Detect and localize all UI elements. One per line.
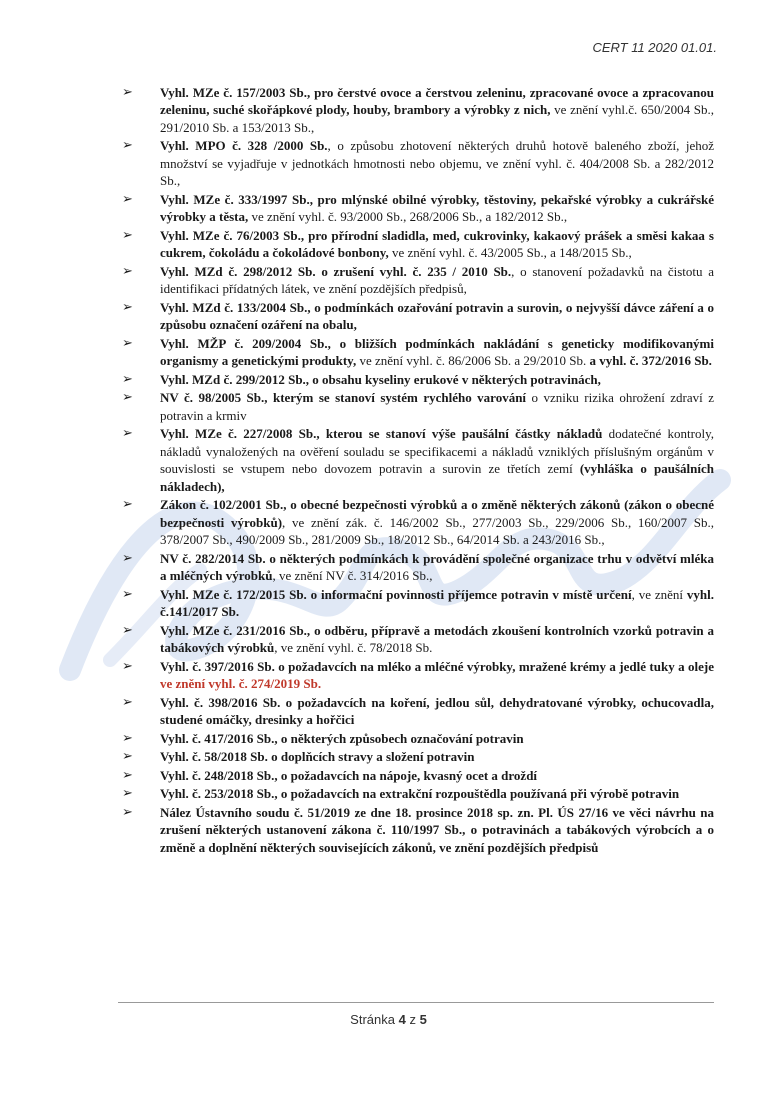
arrow-bullet-icon: ➢ xyxy=(122,749,133,765)
list-item xyxy=(118,748,714,765)
item-title: Vyhl. č. 397/2016 Sb. o požadavcích na mléko a mléčné výrobky, mražené krémy a jedlé tuky a oleje xyxy=(160,658,714,674)
item-title: Nález Ústavního soudu č. 51/2019 ze dne 18. prosince 2018 sp. zn. Pl. ÚS 27/16 ve věci návrhu na zrušení některých ustanovení zákona č. 110/1997 Sb., o potravinách a tabákových výrobcích a o změně a doplnění některých souvisejících zákonů, ve znění pozdějších předpisů xyxy=(160,805,714,855)
item-text: , ve znění xyxy=(631,586,687,602)
item-title: Vyhl. č. 58/2018 Sb. o doplňcích stravy a složení potravin xyxy=(160,749,475,765)
arrow-bullet-icon: ➢ xyxy=(122,85,133,100)
list-item xyxy=(118,496,714,548)
arrow-bullet-icon: ➢ xyxy=(122,371,133,387)
item-title: Vyhl. MZe č. 227/2008 Sb., kterou se stanoví výše paušální částky nákladů xyxy=(160,426,603,442)
list-item xyxy=(118,84,714,136)
item-text: , o způsobu zhotovení některých druhů hotově baleného zboží, jehož množství se vyjadřuje v jednotkách hmotnosti nebo objemu, ve znění vyhl. č. 404/2008 Sb. a 282/2012 Sb., xyxy=(160,138,714,189)
item-text: dodatečné kontroly, nákladů vynaložených na ověření souladu se specifikacemi a nákladů vzniklých příslušným orgánům v souvislosti se vstupem nebo dovozem potravin a surovin ze třetích zemí xyxy=(160,426,714,477)
arrow-bullet-icon: ➢ xyxy=(122,299,133,315)
item-text: , ve znění zák. č. 146/2002 Sb., 277/2003 Sb., 229/2006 Sb., 160/2007 Sb., 378/2007 Sb., 490/2009 Sb., 281/2009 Sb., 18/2012 Sb., 64/2014 Sb. a 243/2016 Sb., xyxy=(160,514,714,548)
list-item xyxy=(118,622,714,657)
item-title: Vyhl. č. 248/2018 Sb., o požadavcích na nápoje, kvasný ocet a droždí xyxy=(160,767,538,783)
arrow-bullet-icon: ➢ xyxy=(122,622,133,638)
item-title: Zákon č. 102/2001 Sb., o obecné bezpečnosti výrobků a o změně některých zákonů (zákon o obecné bezpečnosti výrobků) xyxy=(160,497,714,530)
arrow-bullet-icon: ➢ xyxy=(122,767,133,783)
arrow-bullet-icon: ➢ xyxy=(122,138,133,154)
item-title: NV č. 98/2005 Sb., kterým se stanoví systém rychlého varování xyxy=(160,390,527,406)
arrow-bullet-icon: ➢ xyxy=(122,805,133,820)
item-title: Vyhl. MZe č. 172/2015 Sb. o informační povinnosti příjemce potravin v místě určení xyxy=(160,586,632,602)
footer-divider xyxy=(118,1002,714,1003)
list-item xyxy=(118,137,714,189)
arrow-bullet-icon: ➢ xyxy=(122,227,133,243)
list-item xyxy=(118,767,714,784)
arrow-bullet-icon: ➢ xyxy=(122,658,133,674)
list-item xyxy=(118,694,714,729)
item-title-extra: (vyhláška o paušálních nákladech), xyxy=(160,461,714,494)
item-title: Vyhl. MZe č. 231/2016 Sb., o odběru, přípravě a metodách zkoušení kontrolních vzorků potravin a tabákových výrobků xyxy=(160,622,714,656)
page-footer xyxy=(0,1012,777,1027)
arrow-bullet-icon: ➢ xyxy=(122,786,133,802)
list-item xyxy=(118,263,714,298)
item-title: Vyhl. MZe č. 333/1997 Sb., pro mlýnské obilné výrobky, těstoviny, pekařské výrobky a cukrářské výrobky a těsta, xyxy=(160,191,714,225)
page-of: z xyxy=(409,1012,416,1027)
page-number: 4 xyxy=(398,1012,406,1027)
arrow-bullet-icon: ➢ xyxy=(122,390,133,406)
item-text: , ve znění vyhl. č. 78/2018 Sb. xyxy=(274,640,433,656)
arrow-bullet-icon: ➢ xyxy=(122,497,133,513)
item-title: Vyhl. MZd č. 133/2004 Sb., o podmínkách ozařování potravin a surovin, o nejvyšší dávce záření a o způsobu označení ozáření na obalu, xyxy=(160,299,714,333)
item-text: , o stanovení požadavků na čistotu a identifikaci přídatných látek, ve znění pozdějších předpisů, xyxy=(160,263,714,297)
list-item xyxy=(118,550,714,585)
item-text: ve znění vyhl. č. 43/2005 Sb., a 148/2015 Sb., xyxy=(388,245,632,261)
list-item xyxy=(118,299,714,334)
item-title: Vyhl. MPO č. 328 /2000 Sb. xyxy=(160,138,328,154)
item-text: ve znění vyhl. č. 93/2000 Sb., 268/2006 Sb., a 182/2012 Sb., xyxy=(248,209,568,225)
item-text: ve znění vyhl.č. 650/2004 Sb., 291/2010 Sb. a 153/2013 Sb., xyxy=(160,102,714,135)
item-title: Vyhl. č. 417/2016 Sb., o některých způsobech označování potravin xyxy=(160,730,524,746)
item-title: Vyhl. MZe č. 76/2003 Sb., pro přírodní sladidla, med, cukrovinky, kakaový prášek a směsi kakaa s cukrem, čokoládu a čokoládové bonbony, xyxy=(160,227,714,261)
item-text: , ve znění NV č. 314/2016 Sb., xyxy=(272,568,433,584)
list-item xyxy=(118,335,714,370)
list-item xyxy=(118,804,714,856)
item-amendment: ve znění vyhl. č. 274/2019 Sb. xyxy=(160,676,322,692)
item-text: o vzniku rizika ohrožení zdraví z potravin a krmiv xyxy=(160,390,714,423)
list-item xyxy=(118,389,714,424)
item-title: Vyhl. MZd č. 298/2012 Sb. o zrušení vyhl. č. 235 / 2010 Sb. xyxy=(160,263,512,279)
legislation-list xyxy=(118,84,714,857)
item-title: Vyhl. MZe č. 157/2003 Sb., pro čerstvé ovoce a čerstvou zeleninu, zpracované ovoce a zpracovanou zeleninu, suché skořápkové plody, houby, brambory a výrobky z nich, xyxy=(160,85,714,118)
arrow-bullet-icon: ➢ xyxy=(122,263,133,279)
list-item xyxy=(118,730,714,747)
arrow-bullet-icon: ➢ xyxy=(122,191,133,207)
page-label: Stránka xyxy=(350,1012,395,1027)
item-title: Vyhl. MŽP č. 209/2004 Sb., o bližších podmínkách nakládání s geneticky modifikovanými organismy a genetickými produkty, xyxy=(160,335,714,369)
item-title: Vyhl. č. 253/2018 Sb., o požadavcích na extrakční rozpouštědla používaná při výrobě potravin xyxy=(160,786,680,802)
arrow-bullet-icon: ➢ xyxy=(122,426,133,442)
arrow-bullet-icon: ➢ xyxy=(122,586,133,602)
list-item xyxy=(118,425,714,495)
item-title: Vyhl. MZd č. 299/2012 Sb., o obsahu kyseliny erukové v některých potravinách, xyxy=(160,371,601,387)
item-text: ve znění vyhl. č. 86/2006 Sb. a 29/2010 Sb. xyxy=(356,353,590,369)
list-item xyxy=(118,586,714,621)
arrow-bullet-icon: ➢ xyxy=(122,335,133,351)
item-title-extra: vyhl. č.141/2017 Sb. xyxy=(160,586,715,620)
item-title: NV č. 282/2014 Sb. o některých podmínkách k provádění společné organizace trhu v odvětví mléka a mléčných výrobků xyxy=(160,550,714,584)
arrow-bullet-icon: ➢ xyxy=(122,694,133,710)
list-item xyxy=(118,658,714,693)
arrow-bullet-icon: ➢ xyxy=(122,550,133,566)
arrow-bullet-icon: ➢ xyxy=(122,730,133,746)
list-item xyxy=(118,371,714,388)
list-item xyxy=(118,191,714,226)
list-item xyxy=(118,785,714,802)
item-title-extra: a vyhl. č. 372/2016 Sb. xyxy=(589,353,712,369)
item-title: Vyhl. č. 398/2016 Sb. o požadavcích na koření, jedlou sůl, dehydratované výrobky, ochucovadla, studené omáčky, dresinky a hořčici xyxy=(160,694,714,728)
page-total: 5 xyxy=(419,1012,427,1027)
list-item xyxy=(118,227,714,262)
document-code: CERT 11 2020 01.01. xyxy=(592,40,717,55)
